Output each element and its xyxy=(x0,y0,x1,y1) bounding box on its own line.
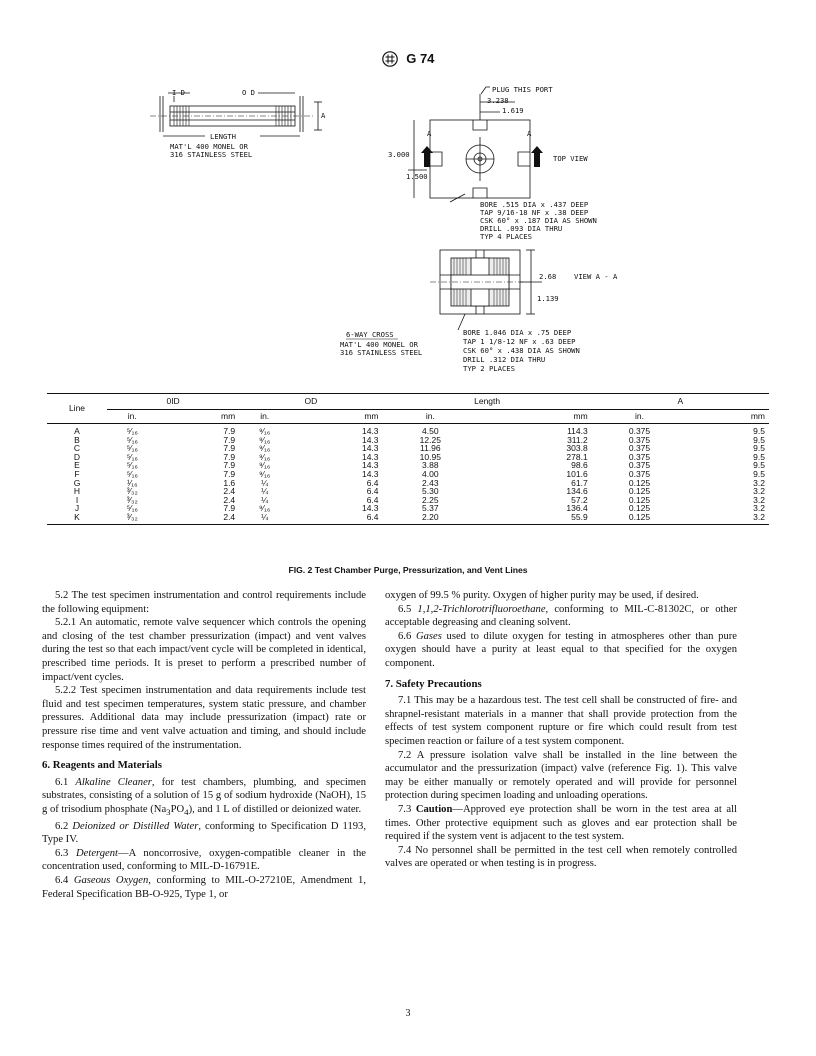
table-cell: 3.2 xyxy=(753,494,765,505)
table-cell: 0.375 xyxy=(628,434,651,445)
table-cell: ⁵⁄₁₆ xyxy=(126,443,138,454)
table-cell: 7.9 xyxy=(223,426,236,436)
para-7-3-text: —Approved eye protection shall be worn in the test area at all times. Other protective equipment such as gloves and ear protection shall be required if the system vent is adjacent to the test system. xyxy=(385,803,737,843)
row-line-label: B xyxy=(74,434,80,445)
tube-a-label: A xyxy=(321,111,326,120)
para-6-3-text: —A noncorrosive, oxygen-compatible cleaner in the concentration used, conforming to MIL-D-16791E. xyxy=(42,847,366,873)
unit-header: in. xyxy=(592,410,688,424)
table-cell: ⁹⁄₁₆ xyxy=(259,503,271,514)
table-cell: 14.3 xyxy=(361,503,379,514)
table-cell: 7.9 xyxy=(223,503,236,514)
table-cell: 3.2 xyxy=(687,513,769,524)
para-7-3-num: 7.3 xyxy=(398,803,412,815)
table-cell: ¼ xyxy=(261,494,269,505)
table-cell: 14.3 xyxy=(361,468,379,479)
table-cell: 6.4 xyxy=(366,486,379,497)
table-cell: 0.375 xyxy=(628,426,651,436)
right-column xyxy=(385,589,737,871)
section-note-5: TYP 2 PLACES xyxy=(463,364,515,373)
para-6-5-num: 6.5 xyxy=(398,603,412,615)
table-cell: 14.3 xyxy=(361,426,379,436)
table-cell: ¼ xyxy=(261,486,269,497)
para-6-1-end: ), and 1 L of distilled or deionized water. xyxy=(188,803,362,815)
table-cell: 3.2 xyxy=(753,477,765,488)
para-6-2-num: 6.2 xyxy=(55,820,69,832)
row-line-label: J xyxy=(74,503,80,514)
tube-od-label: O D xyxy=(242,88,255,97)
top-note-4: DRILL .093 DIA THRU xyxy=(480,224,563,233)
table-cell: ¼ xyxy=(261,477,269,488)
table-body xyxy=(47,424,769,525)
table-cell: 0.125 xyxy=(592,513,688,524)
table-cell: 9.5 xyxy=(753,460,765,471)
line-dimensions-table xyxy=(47,393,769,525)
table-cell: 6.4 xyxy=(366,494,379,505)
table-row xyxy=(47,513,769,524)
table-cell: 0.375 xyxy=(628,443,651,454)
table-cell: ⁹⁄₁₆ xyxy=(259,434,271,445)
unit-header: mm xyxy=(478,410,592,424)
para-6-6-text: used to dilute oxygen for testing in atmospheres other than pure oxygen should have a purity at least equal to that specified for the oxygen component. xyxy=(385,630,737,669)
row-line-label: I xyxy=(75,494,79,505)
para-6-1 xyxy=(42,776,366,820)
table-cell: ⁵⁄₁₆ xyxy=(126,460,138,471)
para-6-3 xyxy=(42,847,366,874)
table-cell: 5.37 xyxy=(422,503,439,514)
table-cell: 311.2 xyxy=(567,434,588,445)
para-6-1-sub1: 3 xyxy=(166,807,171,818)
dim-1619: 1.619 xyxy=(502,106,524,115)
section-note-2: TAP 1 1/8-12 NF x .63 DEEP xyxy=(463,337,576,346)
table-cell: 0.125 xyxy=(628,477,651,488)
unit-header: in. xyxy=(383,410,479,424)
para-6-6-num: 6.6 xyxy=(398,630,412,642)
table-cell: ³⁄₃₂ xyxy=(126,486,138,497)
col-header-length: Length xyxy=(383,394,592,410)
section-a-right: A xyxy=(527,129,532,138)
table-cell: 9.5 xyxy=(753,468,765,479)
para-5-2-2: 5.2.2 Test specimen instrumentation and data requirements include test fluid and test specimen temperatures, system static pressure, and chamber pressures. Additional data may include pressurization (impact) rate or pressure rise time and vent valve actuation and timing, and should include response times required of the instrumentation. xyxy=(42,685,366,751)
para-6-3-num: 6.3 xyxy=(55,847,69,859)
para-6-2-term: Deionized or Distilled Water xyxy=(72,820,199,832)
table-cell: 3.2 xyxy=(753,503,765,514)
table-row xyxy=(47,444,769,453)
para-7-2: 7.2 A pressure isolation valve shall be installed in the line between the accumulator and the pressurization (impact) valve (reference Fig. 1). This valve may be either manually or remotely operated and will provide for personnel protection during specimen loading and unloading operations. xyxy=(385,749,737,802)
dim-268: 2.68 xyxy=(539,272,557,281)
section-arrows xyxy=(421,146,543,167)
standard-designation: G 74 xyxy=(406,51,435,67)
plug-port-label: PLUG THIS PORT xyxy=(492,85,553,94)
table-cell: ¹⁄₁₆ xyxy=(126,477,138,488)
para-6-4 xyxy=(42,874,366,901)
para-6-1-mid: PO xyxy=(170,803,185,815)
table-cell: 12.25 xyxy=(419,434,441,445)
table-cell: ⁹⁄₁₆ xyxy=(259,451,271,462)
table-cell: 9.5 xyxy=(753,451,765,462)
col-header-line: Line xyxy=(47,394,107,424)
dim-1139: 1.139 xyxy=(537,294,559,303)
table-cell: 1.6 xyxy=(223,477,236,488)
top-view-drawing xyxy=(408,87,530,202)
top-note-3: CSK 60° x .187 DIA AS SHOWN xyxy=(480,216,597,225)
table-cell: 14.3 xyxy=(361,451,379,462)
table-cell: ⁹⁄₁₆ xyxy=(259,443,271,454)
table-cell: 7.9 xyxy=(223,443,236,454)
row-line-label: F xyxy=(74,468,80,479)
table-cell: 2.25 xyxy=(422,494,439,505)
table-cell: 136.4 xyxy=(566,503,588,514)
para-6-3-term: Detergent xyxy=(76,847,118,859)
para-7-1: 7.1 This may be a hazardous test. The test cell shall be constructed of fire- and shrapnel-resistant materials in a manner that shall provide protection from the effects of test system component rupture or fire which could result from test specimen reaction or failure of a test system component. xyxy=(385,695,737,747)
table-row xyxy=(47,504,769,513)
table-cell: 6.4 xyxy=(290,513,382,524)
table-cell: ⁵⁄₁₆ xyxy=(126,468,138,479)
figure-caption: FIG. 2 Test Chamber Purge, Pressurization, and Vent Lines xyxy=(288,565,528,575)
para-6-5-text: , conforming to MIL-C-81302C, or other acceptable degreasing and cleaning solvent. xyxy=(385,603,737,629)
table-cell: 2.43 xyxy=(422,477,439,488)
table-cell: 14.3 xyxy=(361,460,379,471)
para-6-5-term: 1,1,2-Trichlorotrifluoroethane xyxy=(417,603,546,615)
page-number: 3 xyxy=(405,1008,411,1019)
table-row xyxy=(47,470,769,479)
para-6-2 xyxy=(42,820,366,847)
dim-3238: 3.238 xyxy=(487,96,509,105)
astm-logo-icon xyxy=(382,51,398,67)
table-row xyxy=(47,496,769,505)
tube-id-label: I D xyxy=(172,88,185,97)
para-6-1-num: 6.1 xyxy=(55,776,69,788)
table-cell: 11.96 xyxy=(420,443,441,454)
table-cell: 0.375 xyxy=(628,468,651,479)
table-cell: 61.7 xyxy=(571,477,588,488)
table-cell: 14.3 xyxy=(361,434,379,445)
section-note-3: CSK 60° x .438 DIA AS SHOWN xyxy=(463,346,580,355)
table-cell: 2.4 xyxy=(223,494,236,505)
table-cell: ⁵⁄₁₆ xyxy=(126,426,138,436)
col-header-a: A xyxy=(592,394,769,410)
table-cell: 4.00 xyxy=(422,468,439,479)
para-6-6 xyxy=(385,630,737,671)
tube-material-line1: MAT'L 400 MONEL OR xyxy=(170,142,248,151)
table-cell: ⁵⁄₁₆ xyxy=(126,451,138,462)
table-row xyxy=(47,487,769,496)
table-cell: 114.3 xyxy=(567,426,588,436)
table-cell: 7.9 xyxy=(223,468,236,479)
table-row xyxy=(47,479,769,488)
table-cell: 10.95 xyxy=(419,451,441,462)
page-header xyxy=(0,50,816,67)
table-cell: 7.9 xyxy=(223,460,236,471)
row-line-label: E xyxy=(74,460,80,471)
table-cell: 7.9 xyxy=(223,434,236,445)
table-cell: ⁹⁄₁₆ xyxy=(259,460,271,471)
table-cell: 14.3 xyxy=(361,443,379,454)
table-cell: 0.125 xyxy=(628,503,651,514)
table-cell: ⁵⁄₁₆ xyxy=(126,503,138,514)
tube-drawing xyxy=(150,93,322,136)
para-6-5 xyxy=(385,603,737,630)
row-line-label: A xyxy=(74,426,80,436)
cross-material-line2: 316 STAINLESS STEEL xyxy=(340,348,423,357)
top-note-2: TAP 9/16-18 NF x .38 DEEP xyxy=(480,208,589,217)
para-5-2: 5.2 The test specimen instrumentation and control requirements include the following equipment: xyxy=(42,590,366,615)
table-cell: 7.9 xyxy=(223,451,236,462)
para-7-3-term: Caution xyxy=(415,803,453,815)
table-cell: ⁵⁄₁₆ xyxy=(126,434,138,445)
table-cell: 9.5 xyxy=(753,443,765,454)
left-column xyxy=(42,589,366,901)
unit-header: mm xyxy=(687,410,769,424)
para-6-1-text: , for test chambers, plumbing, and specimen substrates, consisting of a solution of 15 g of sodium hydroxide (NaOH), 15 g of trisodium phosphate (Na xyxy=(42,776,367,815)
top-note-1: BORE .515 DIA x .437 DEEP xyxy=(480,200,589,209)
table-row xyxy=(47,461,769,470)
para-6-2-text: , conforming to Specification D 1193, Type IV. xyxy=(42,820,366,846)
table-cell: ¼ xyxy=(239,513,290,524)
dim-1500: 1.500 xyxy=(406,172,428,181)
table-cell: 0.375 xyxy=(628,451,651,462)
table-cell: 134.6 xyxy=(566,486,588,497)
row-line-label: D xyxy=(73,451,81,462)
table-cell: 278.1 xyxy=(566,451,588,462)
table-cell: 55.9 xyxy=(478,513,592,524)
section-note-1: BORE 1.046 DIA x .75 DEEP xyxy=(463,328,572,337)
table-cell: 0.375 xyxy=(628,460,651,471)
table-cell: ⁹⁄₁₆ xyxy=(259,426,271,436)
dim-3000: 3.000 xyxy=(388,150,410,159)
col-header-oid: 0ID xyxy=(107,394,239,410)
table-row xyxy=(47,453,769,462)
row-line-label: H xyxy=(73,486,81,497)
top-view-label: TOP VIEW xyxy=(553,154,588,163)
tube-material-line2: 316 STAINLESS STEEL xyxy=(170,150,253,159)
table-cell: 6.4 xyxy=(366,477,379,488)
section-note-4: DRILL .312 DIA THRU xyxy=(463,355,546,364)
top-note-5: TYP 4 PLACES xyxy=(480,232,532,241)
para-6-1-sub2: 4 xyxy=(184,807,189,818)
table-cell: 98.6 xyxy=(571,460,588,471)
table-cell: 0.125 xyxy=(628,494,651,505)
para-6-4-num: 6.4 xyxy=(55,874,69,886)
table-cell: 3.88 xyxy=(422,460,439,471)
figure-2-drawings xyxy=(150,82,670,382)
unit-header: mm xyxy=(158,410,240,424)
table-cell: 9.5 xyxy=(753,426,765,436)
unit-header: mm xyxy=(290,410,382,424)
para-6-6-term: Gases xyxy=(415,630,442,642)
row-line-label: K xyxy=(47,513,107,524)
unit-header: in. xyxy=(239,410,290,424)
table-cell: 2.4 xyxy=(223,486,236,497)
table-cell: 57.2 xyxy=(571,494,588,505)
section-view-label: VIEW A - A xyxy=(574,272,618,281)
technical-drawing xyxy=(150,82,670,382)
table-cell: ³⁄₃₂ xyxy=(126,494,138,505)
para-6-1-term: Alkaline Cleaner xyxy=(75,776,152,788)
para-7-4: 7.4 No personnel shall be permitted in the test cell when remotely controlled valves are operated or when testing is in progress. xyxy=(385,844,737,870)
row-line-label: C xyxy=(73,443,81,454)
cross-title: 6-WAY CROSS xyxy=(346,330,394,339)
para-6-4-text: , conforming to MIL-O-27210E, Amendment 1, Federal Specification BB-O-925, Type 1, or xyxy=(42,874,366,900)
tube-length-label: LENGTH xyxy=(210,132,236,141)
para-6-4-continued: oxygen of 99.5 % purity. Oxygen of higher purity may be used, if desired. xyxy=(385,590,699,601)
section-view-drawing xyxy=(430,250,542,330)
para-5-2-1: 5.2.1 An automatic, remote valve sequencer which controls the opening and closing of the test chamber pressurization (impact) and vent valves during the test so that each impact/vent cycle will be completed in identical, prescribed time periods. It is preset to perform a prescribed number of impact/vent cycles. xyxy=(42,617,366,683)
section-7-heading: 7. Safety Precautions xyxy=(385,677,482,690)
section-a-left: A xyxy=(427,129,432,138)
table-cell: 101.6 xyxy=(566,468,588,479)
table-cell: 2.20 xyxy=(383,513,479,524)
table-cell: 9.5 xyxy=(753,434,765,445)
table-row xyxy=(47,436,769,445)
cross-material-line1: MAT'L 400 MONEL OR xyxy=(340,340,418,349)
para-7-3 xyxy=(385,803,737,844)
table-cell: 0.125 xyxy=(628,486,651,497)
table-cell: 2.4 xyxy=(158,513,240,524)
table-cell: 5.30 xyxy=(422,486,439,497)
table-cell: 303.8 xyxy=(566,443,588,454)
row-line-label: G xyxy=(73,477,81,488)
table-cell: 3.2 xyxy=(753,486,765,497)
section-6-heading: 6. Reagents and Materials xyxy=(42,759,162,772)
table-cell: ³⁄₃₂ xyxy=(107,513,158,524)
col-header-od: OD xyxy=(239,394,382,410)
table-cell: 4.50 xyxy=(422,426,439,436)
table-cell: ⁹⁄₁₆ xyxy=(259,468,271,479)
unit-header: in. xyxy=(107,410,158,424)
table-row xyxy=(47,424,769,436)
para-6-4-term: Gaseous Oxygen xyxy=(73,874,149,886)
